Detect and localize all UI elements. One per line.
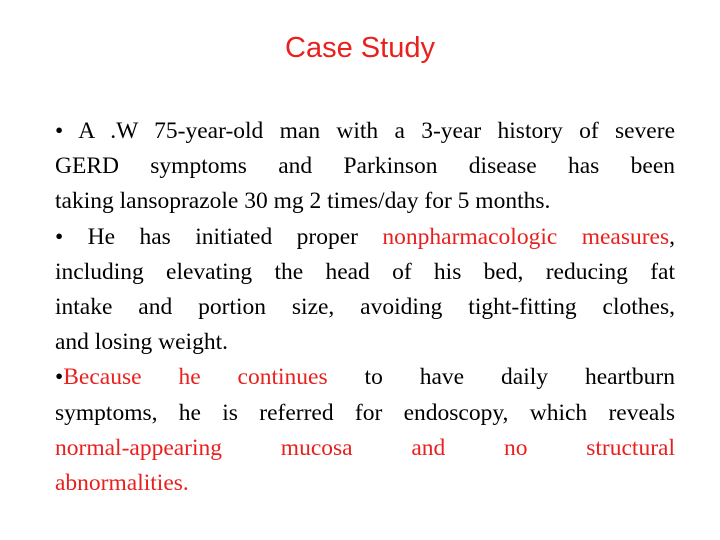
text-line bbox=[55, 184, 675, 219]
body-text: GERD symptoms and Parkinson disease has been bbox=[55, 153, 675, 180]
text-line bbox=[55, 220, 675, 255]
slide-title: Case Study bbox=[285, 32, 435, 64]
text-line bbox=[55, 360, 675, 395]
body-text: • A .W 75-year-old man with a 3-year history of severe bbox=[55, 118, 675, 144]
text-line bbox=[55, 149, 675, 184]
text-line bbox=[55, 114, 675, 149]
body-text: intake and portion size, avoiding tight-fitting clothes, bbox=[55, 293, 675, 320]
text-line bbox=[55, 255, 675, 290]
body-text: symptoms, he is referred for endoscopy, which reveals bbox=[55, 399, 675, 426]
body-text: , bbox=[669, 223, 676, 250]
highlighted-text: Because he continues bbox=[63, 364, 328, 391]
text-line bbox=[55, 431, 675, 466]
body-text: taking lansoprazole 30 mg 2 times/day for 5 months. bbox=[55, 188, 551, 215]
text-line bbox=[55, 325, 675, 360]
text-line bbox=[55, 396, 675, 431]
highlighted-text: abnormalities. bbox=[55, 469, 189, 496]
body-text: to have daily heartburn bbox=[327, 364, 675, 391]
body-text: • bbox=[55, 364, 64, 391]
case-study-body bbox=[55, 114, 675, 501]
highlighted-text: nonpharmacologic measures bbox=[382, 223, 670, 250]
highlighted-text: normal-appearing mucosa and no structural bbox=[55, 434, 675, 461]
body-text: and losing weight. bbox=[55, 329, 228, 356]
body-text: including elevating the head of his bed, reducing fat bbox=[55, 258, 675, 285]
body-text: • He has initiated proper bbox=[55, 223, 383, 250]
text-line bbox=[55, 290, 675, 325]
text-line bbox=[55, 466, 675, 501]
